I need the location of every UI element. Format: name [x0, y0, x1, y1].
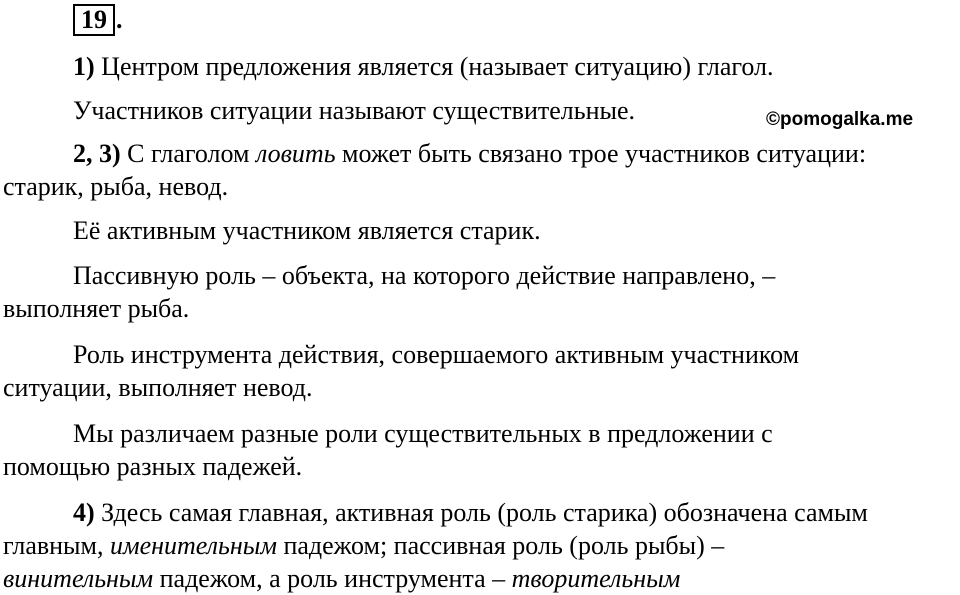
paragraph-8-italic-1: именительным	[109, 531, 277, 560]
paragraph-5-line-2	[3, 293, 189, 325]
paragraph-3-italic-1: ловить	[255, 139, 336, 168]
paragraph-1	[73, 51, 774, 83]
paragraph-8-line-1	[73, 497, 868, 529]
paragraph-3-label: 2, 3)	[73, 139, 121, 168]
paragraph-3-line-1	[73, 138, 866, 170]
paragraph-2-text: Участников ситуации называют существительные.	[73, 96, 636, 125]
paragraph-3-text-3: старик, рыба, невод.	[3, 172, 229, 201]
paragraph-6-text-1: Роль инструмента действия, совершаемого активным участником	[73, 340, 800, 369]
task-number-suffix: .	[116, 5, 123, 34]
paragraph-6-text-2: ситуации, выполняет невод.	[3, 373, 313, 402]
paragraph-8-text-1: Здесь самая главная, активная роль (роль старика) обозначена самым	[94, 498, 868, 527]
paragraph-7-text-2: помощью разных падежей.	[3, 452, 303, 481]
paragraph-7-line-2	[3, 451, 302, 483]
paragraph-8-text-2: главным,	[3, 531, 110, 560]
paragraph-5-text-1: Пассивную роль – объекта, на которого действие направлено, –	[73, 261, 776, 290]
paragraph-3-text-1: С глаголом	[120, 139, 256, 168]
paragraph-4-text: Её активным участником является старик.	[73, 216, 541, 245]
paragraph-3-text-2: может быть связано трое участников ситуации:	[335, 139, 867, 168]
paragraph-8-label: 4)	[73, 498, 95, 527]
paragraph-6-line-2	[3, 372, 313, 404]
paragraph-8-text-3: падежом; пассивная роль (роль рыбы) –	[276, 531, 725, 560]
paragraph-1-text: Центром предложения является (называет ситуацию) глагол.	[94, 52, 774, 81]
paragraph-8-text-4: падежом, а роль инструмента –	[153, 564, 512, 593]
paragraph-4	[73, 215, 541, 247]
paragraph-5-line-1	[73, 260, 775, 292]
paragraph-2	[73, 95, 635, 127]
watermark: ©pomogalka.me	[766, 109, 914, 130]
paragraph-6-line-1	[73, 339, 799, 371]
task-number	[73, 4, 123, 36]
task-number-box: 19	[73, 4, 115, 36]
paragraph-8-italic-3: творительным	[511, 564, 681, 593]
paragraph-7-line-1	[73, 418, 773, 450]
paragraph-8-line-3	[3, 563, 680, 595]
paragraph-8-italic-2: винительным	[3, 564, 154, 593]
paragraph-8-line-2	[3, 530, 724, 562]
paragraph-5-text-2: выполняет рыба.	[3, 294, 190, 323]
paragraph-1-label: 1)	[73, 52, 95, 81]
paragraph-7-text-1: Мы различаем разные роли существительных в предложении с	[73, 419, 773, 448]
paragraph-3-line-2	[3, 171, 228, 203]
